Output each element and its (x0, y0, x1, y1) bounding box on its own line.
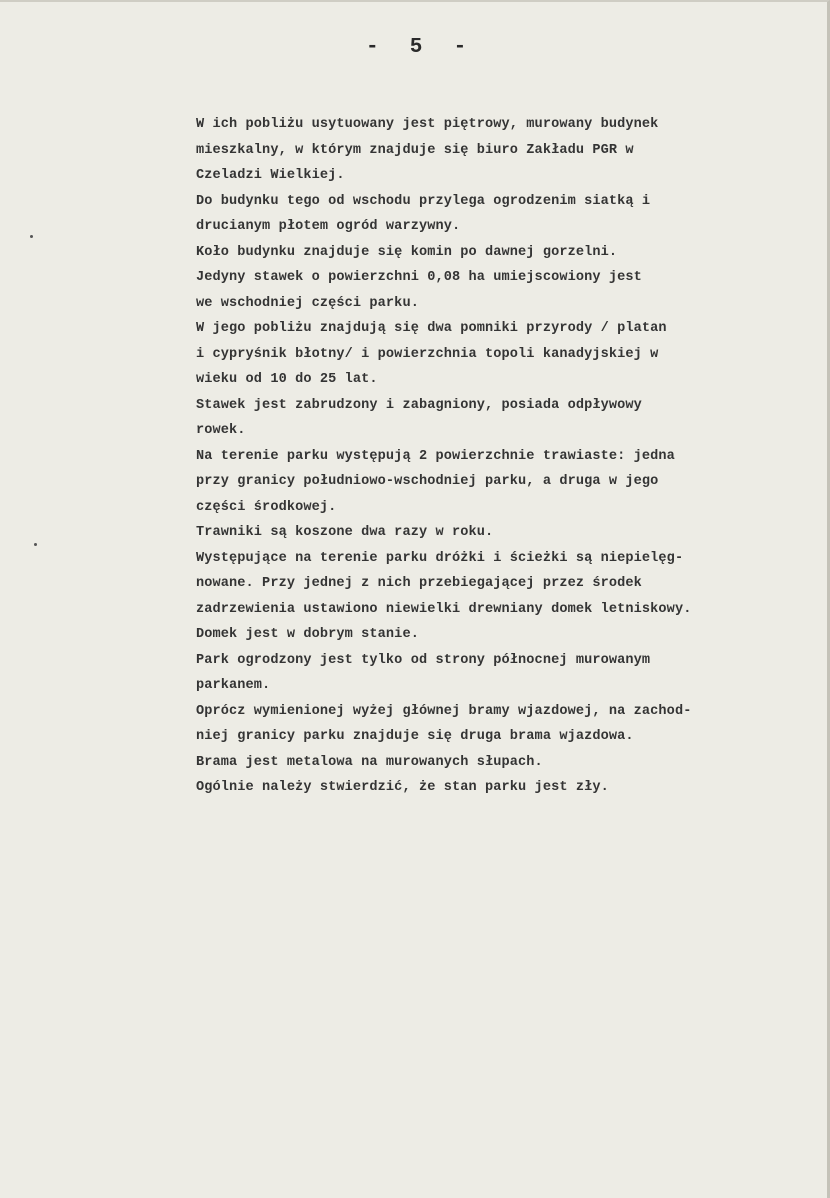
text-line: mieszkalny, w którym znajduje się biuro Zakładu PGR w (196, 142, 634, 158)
text-line: Czeladzi Wielkiej. (196, 168, 345, 183)
text-line: Na terenie parku występują 2 powierzchnie trawiaste: jedna (196, 448, 675, 464)
text-line: Stawek jest zabrudzony i zabagniony, posiada odpływowy (196, 397, 642, 413)
text-line: W jego pobliżu znajdują się dwa pomniki przyrody / platan (196, 321, 667, 336)
text-line: i cypryśnik błotny/ i powierzchnia topoli kanadyjskiej w (196, 346, 659, 362)
text-line: Trawniki są koszone dwa razy w roku. (196, 525, 494, 540)
text-line: wieku od 10 do 25 lat. (196, 372, 378, 387)
text-line: we wschodniej części parku. (196, 295, 419, 311)
page-number: - 5 - (366, 36, 469, 59)
text-line: Występujące na terenie parku dróżki i ścieżki są niepielęg- (196, 550, 684, 566)
margin-speck (34, 543, 37, 546)
text-line: W ich pobliżu usytuowany jest piętrowy, murowany budynek (196, 117, 659, 132)
body-text (196, 112, 816, 801)
text-line: Koło budynku znajduje się komin po dawnej gorzelni. (196, 244, 618, 260)
text-line: niej granicy parku znajduje się druga brama wjazdowa. (196, 729, 634, 744)
text-line: zadrzewienia ustawiono niewielki drewniany domek letniskowy. (196, 601, 692, 617)
text-line: Park ogrodzony jest tylko od strony północnej murowanym (196, 652, 651, 668)
text-line: Ogólnie należy stwierdzić, że stan parku jest zły. (196, 780, 609, 795)
text-line: części środkowej. (196, 499, 337, 515)
text-line: drucianym płotem ogród warzywny. (196, 219, 461, 234)
text-line: Oprócz wymienionej wyżej głównej bramy wjazdowej, na zachod- (196, 703, 692, 719)
margin-speck (30, 235, 33, 238)
text-line: Do budynku tego od wschodu przylega ogrodzenim siatką i (196, 193, 651, 209)
text-line: Domek jest w dobrym stanie. (196, 627, 419, 642)
text-line: rowek. (196, 423, 246, 438)
text-line: Brama jest metalowa na murowanych słupach. (196, 754, 543, 770)
text-line: Jedyny stawek o powierzchni 0,08 ha umiejscowiony jest (196, 270, 642, 285)
text-line: parkanem. (196, 678, 271, 693)
text-line: przy granicy południowo-wschodniej parku, a druga w jego (196, 474, 659, 489)
text-line: nowane. Przy jednej z nich przebiegającej przez środek (196, 576, 642, 591)
